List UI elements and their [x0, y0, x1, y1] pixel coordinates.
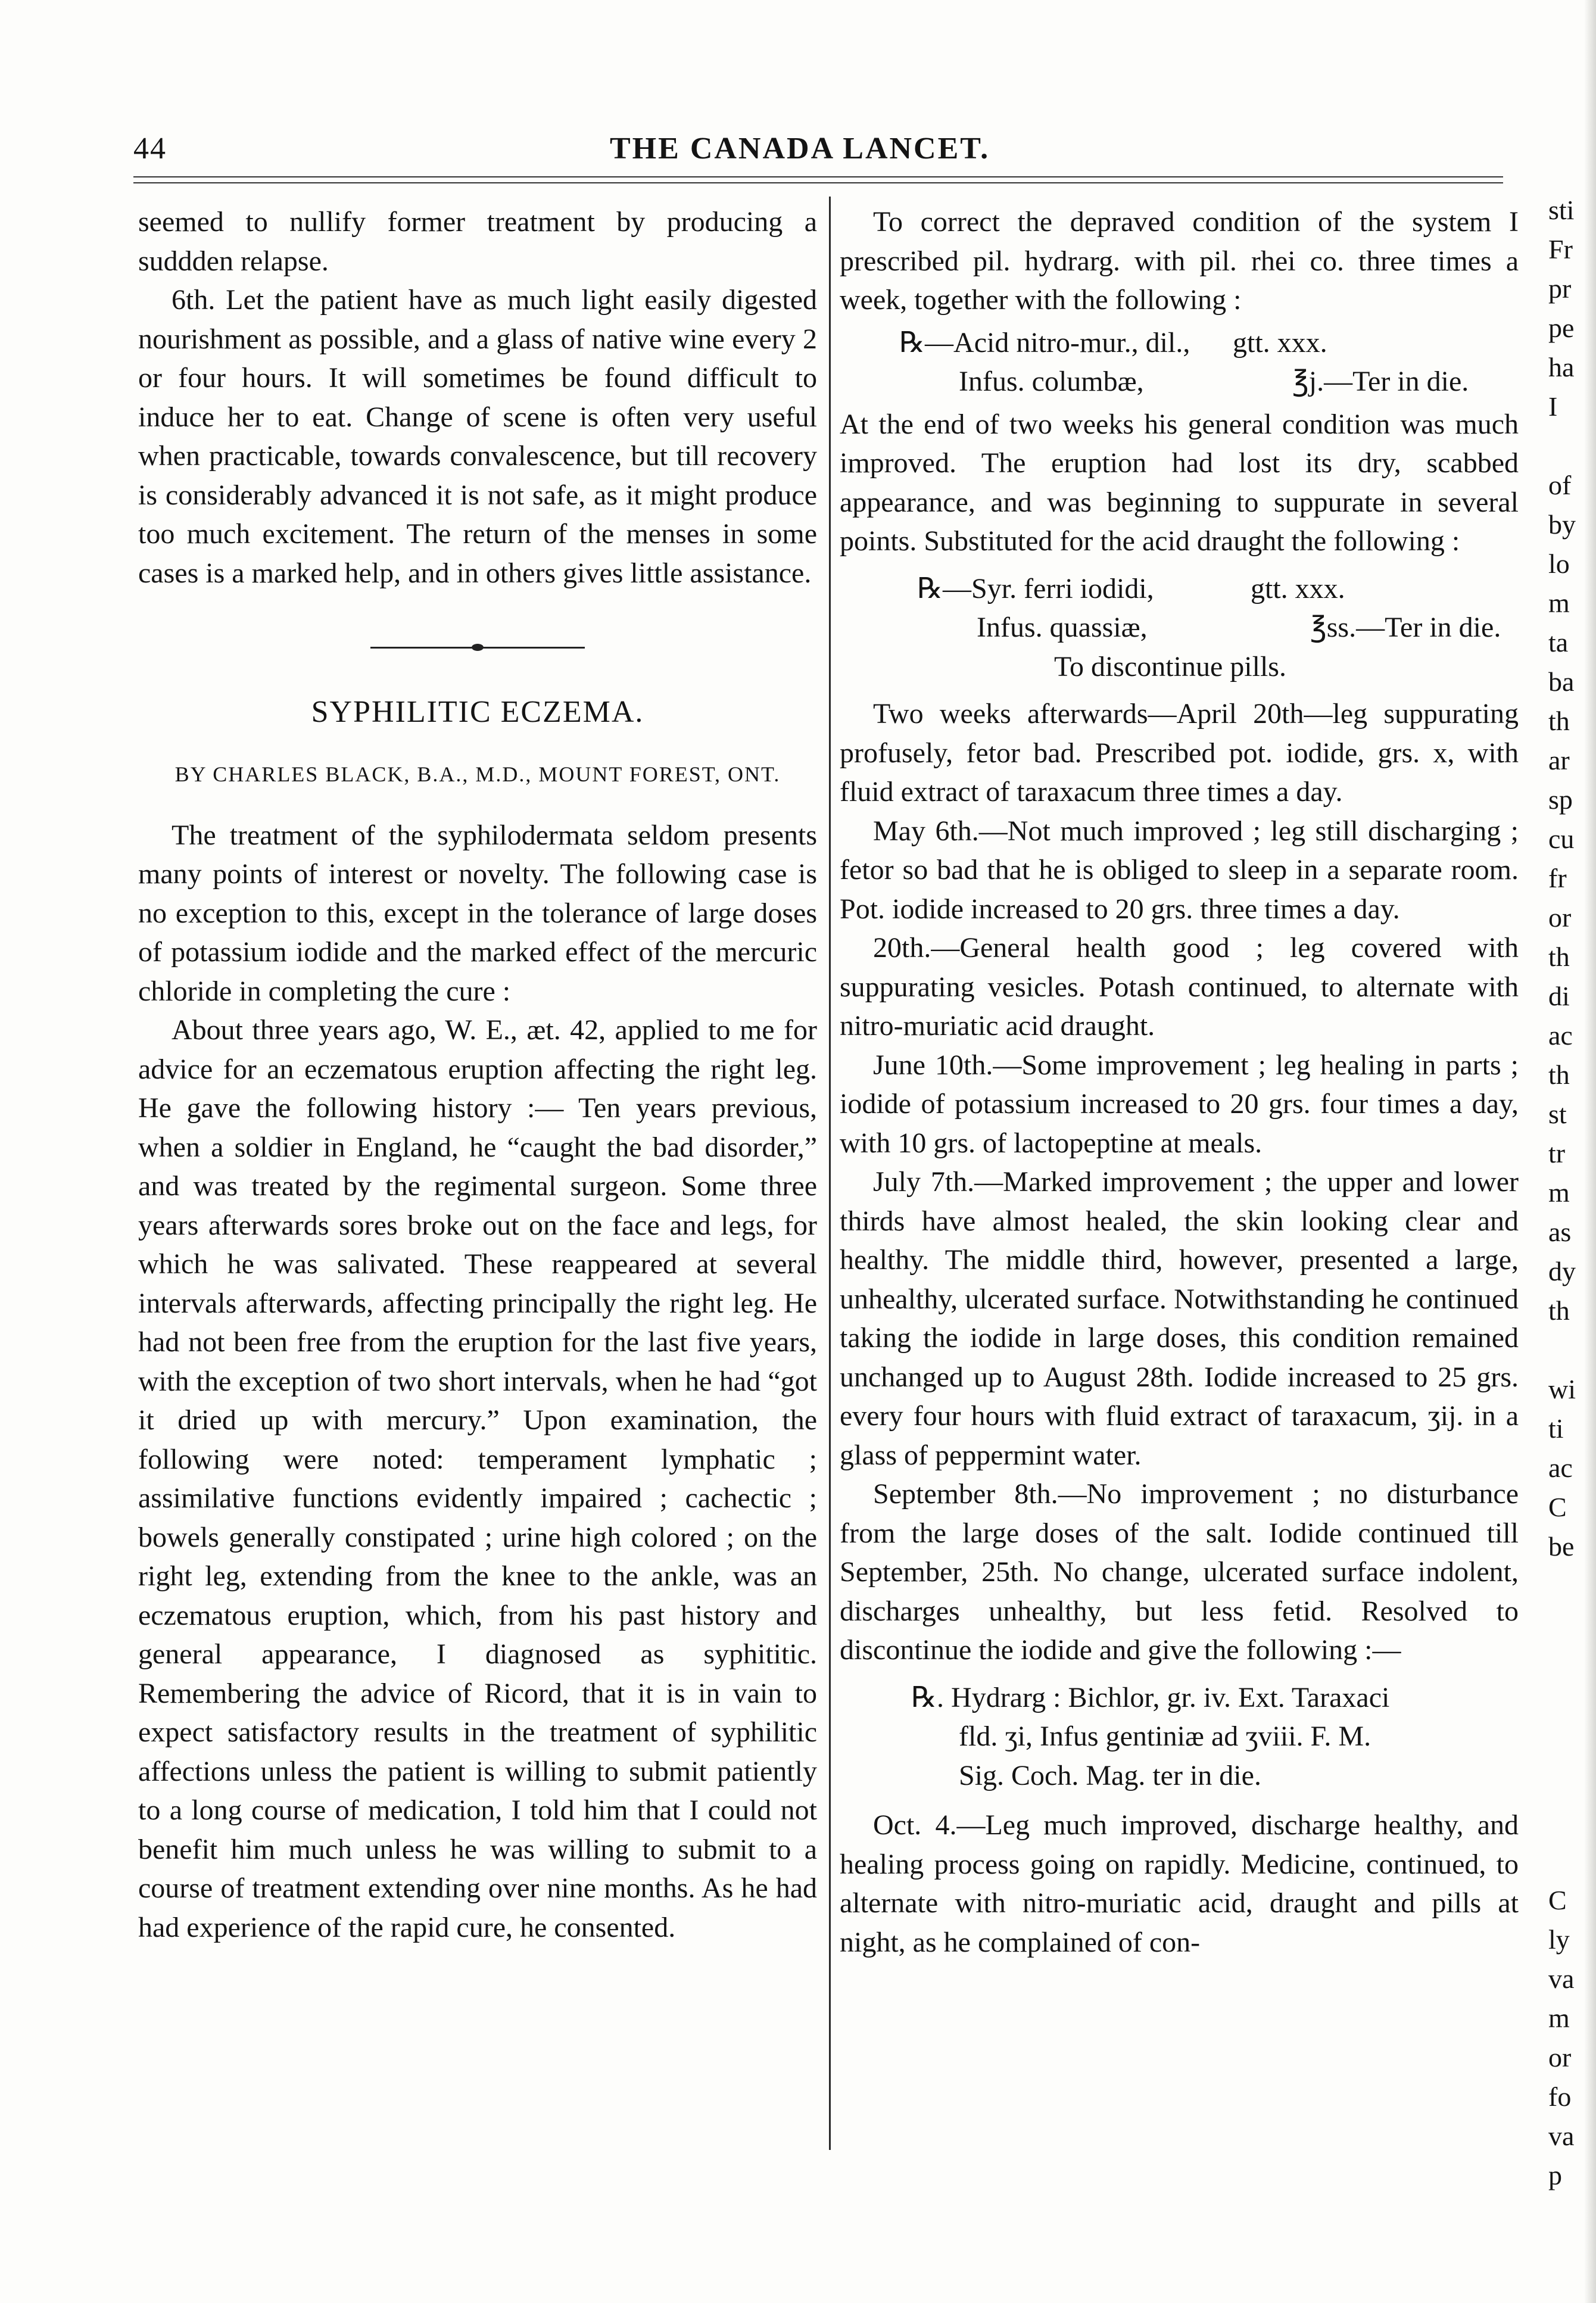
- edge-fragment: ha: [1548, 352, 1575, 382]
- header-rule-2: [133, 182, 1503, 183]
- edge-fragment: ba: [1548, 666, 1575, 697]
- edge-fragment: p: [1548, 2160, 1562, 2190]
- article-title: SYPHILITIC ECZEMA.: [311, 694, 644, 729]
- rx-line: ℞—Syr. ferri iodidi,: [917, 572, 1154, 604]
- paragraph: September 8th.—No improvement ; no disturbance from the large doses of the salt. Iodide continued till September, 25th. No change, ulcerated surface indolent, discharges unhealthy, but less fetid. Resolved to discontinue the iodide and give the following :—: [840, 1478, 1519, 1666]
- edge-fragment: th: [1548, 942, 1570, 972]
- column-divider: [829, 197, 831, 2150]
- binding-shadow: [1584, 0, 1596, 2303]
- paragraph: July 7th.—Marked improvement ; the upper and lower thirds have almost healed, the skin looking clear and healthy. The middle third, however, presented a large, unhealthy, ulcerated surface. Notwithstanding he continued taking the iodide in large doses, this condition remained unchanged up to August 28th. Iodide increased to 25 grs. every four hours with fluid extract of taraxacum, ʒij. in a glass of peppermint water.: [840, 1166, 1519, 1471]
- edge-fragment: cu: [1548, 824, 1575, 854]
- edge-fragment: dy: [1548, 1256, 1576, 1286]
- edge-fragment: th: [1548, 1295, 1570, 1326]
- edge-fragment: be: [1548, 1531, 1575, 1562]
- edge-fragment: or: [1548, 2042, 1572, 2073]
- edge-fragment: sp: [1548, 784, 1573, 815]
- edge-fragment: fr: [1548, 863, 1567, 893]
- edge-fragment: th: [1548, 706, 1570, 736]
- edge-fragment: sti: [1548, 195, 1575, 225]
- edge-fragment: lo: [1548, 549, 1570, 579]
- edge-fragment: Fr: [1548, 234, 1573, 264]
- page-number: 44: [133, 132, 167, 166]
- edge-fragment: m: [1548, 2003, 1570, 2033]
- edge-fragment: va: [1548, 1964, 1575, 1994]
- rx-dose: ℥ss.—Ter in die.: [1310, 612, 1501, 643]
- edge-fragment: tr: [1548, 1138, 1566, 1168]
- rx-dose: gtt. xxx.: [1251, 572, 1345, 604]
- edge-fragment: th: [1548, 1059, 1570, 1090]
- edge-fragment: di: [1548, 981, 1570, 1011]
- rx-line: fld. ʒi, Infus gentiniæ ad ʒviii. F. M.: [959, 1721, 1371, 1752]
- edge-fragment: ly: [1548, 1924, 1570, 1955]
- paragraph: 20th.—General health good ; leg covered with suppurating vesicles. Potash continued, to alternate with nitro-muriatic acid draught.: [840, 932, 1519, 1042]
- edge-fragment: va: [1548, 2121, 1575, 2151]
- paragraph: At the end of two weeks his general condition was much improved. The eruption had lost its dry, scabbed appearance, and was beginning to suppurate in several points. Substituted for the acid draught the following :: [840, 408, 1519, 557]
- edge-fragment: by: [1548, 509, 1576, 540]
- paragraph: seemed to nullify former treatment by producing a suddden relapse.: [138, 206, 817, 277]
- rx-note: To discontinue pills.: [1054, 650, 1286, 683]
- edge-fragment: st: [1548, 1099, 1567, 1129]
- prescription-3: [911, 1678, 1519, 1796]
- prescription-2: [917, 569, 1519, 687]
- paragraph: June 10th.—Some improvement ; leg healing in parts ; iodide of potassium increased to 20 grs. four times a day, with 10 grs. of lactopeptine at meals.: [840, 1049, 1519, 1159]
- edge-fragment: C: [1548, 1885, 1567, 1915]
- edge-fragment: or: [1548, 902, 1572, 933]
- paragraph: To correct the depraved condition of the system I prescribed pil. hydrarg. with pil. rhei co. three times a week, together with the following :: [840, 206, 1519, 316]
- rx-line: ℞—Acid nitro-mur., dil.,: [899, 326, 1190, 359]
- edge-fragment: m: [1548, 1177, 1570, 1208]
- paragraph: May 6th.—Not much improved ; leg still discharging ; fetor so bad that he is obliged to sleep in a separate room. Pot. iodide increased to 20 grs. three times a day.: [840, 815, 1519, 925]
- paragraph: 6th. Let the patient have as much light easily digested nourishment as possible, and a glass of native wine every 2 or four hours. It will sometimes be found difficult to induce her to eat. Change of scene is often very useful when practicable, towards convalescence, but till recovery is considerably advanced it is not safe, as it might produce too much excitement. The return of the menses in some cases is a marked help, and in others gives little assistance.: [138, 284, 817, 589]
- edge-fragment: pe: [1548, 313, 1575, 343]
- rx-line: Infus. columbæ,: [959, 366, 1144, 397]
- edge-fragment: pr: [1548, 273, 1572, 304]
- edge-fragment: ta: [1548, 627, 1569, 657]
- edge-fragment: of: [1548, 470, 1572, 500]
- paragraph: Oct. 4.—Leg much improved, discharge healthy, and healing process going on rapidly. Medicine, continued, to alternate with nitro-muriatic acid, draught and pills at night, as he complained of con-: [840, 1809, 1519, 1958]
- rx-line: Sig. Coch. Mag. ter in die.: [959, 1759, 1261, 1791]
- running-header: [133, 131, 990, 167]
- section-ornament: [138, 620, 817, 659]
- edge-fragment: ti: [1548, 1413, 1564, 1444]
- edge-fragment: ac: [1548, 1453, 1573, 1483]
- paragraph: The treatment of the syphilodermata seldom presents many points of interest or novelty. The following case is no exception to this, except in the tolerance of large doses of potassium iodide and the marked effect of the mercuric chloride in completing the cure :: [138, 819, 817, 1007]
- edge-fragment: I: [1548, 391, 1558, 422]
- journal-title: THE CANADA LANCET.: [610, 132, 990, 166]
- prescription-1: [899, 323, 1519, 401]
- edge-fragment: ar: [1548, 745, 1570, 775]
- rx-line: Infus. quassiæ,: [977, 612, 1148, 643]
- header-rule: [133, 176, 1503, 177]
- edge-fragment: ac: [1548, 1020, 1573, 1051]
- edge-fragment: fo: [1548, 2081, 1572, 2112]
- edge-fragment: wi: [1548, 1374, 1576, 1404]
- rx-line: ℞. Hydrarg : Bichlor, gr. iv. Ext. Taraxaci: [911, 1681, 1390, 1713]
- edge-fragment: as: [1548, 1217, 1572, 1247]
- right-column: [840, 202, 1519, 1962]
- rx-dose: gtt. xxx.: [1233, 326, 1327, 359]
- paragraph: Two weeks afterwards—April 20th—leg suppurating profusely, fetor bad. Prescribed pot. iodide, grs. x, with fluid extract of taraxacum three times a day.: [840, 698, 1519, 808]
- article-byline: BY CHARLES BLACK, B.A., M.D., MOUNT FOREST, ONT.: [174, 762, 781, 786]
- rx-dose: ℥j.—Ter in die.: [1292, 366, 1469, 397]
- edge-fragment: C: [1548, 1492, 1567, 1522]
- edge-fragment: m: [1548, 588, 1570, 618]
- paragraph: About three years ago, W. E., æt. 42, applied to me for advice for an eczematous eruption affecting the right leg. He gave the following history :— Ten years previous, when a soldier in England, he “caught the bad disorder,” and was treated by the regimental surgeon. Some three years afterwards sores broke out on the face and legs, for which he was salivated. These reappeared at several intervals afterwards, affecting principally the right leg. He had not been free from the eruption for the last five years, with the exception of two short intervals, when he had “got it dried up with mercury.” Upon examination, the following were noted: temperament lymphatic ; assimilative functions evidently impaired ; cachectic ; bowels generally constipated ; urine high colored ; on the right leg, extending from the knee to the ankle, was an eczematous eruption, which, from his past history and general appearance, I diagnosed as syphititic. Remembering the advice of Ricord, that it is in vain to expect satisfactory results in the treatment of syphilitic affections unless the patient is willing to submit patiently to a long course of medication, I told him that I could not benefit him much unless he was willing to submit to a course of treatment extending over nine months. As he had had experience of the rapid cure, he consented.: [138, 1014, 817, 1943]
- left-column: [138, 202, 817, 1947]
